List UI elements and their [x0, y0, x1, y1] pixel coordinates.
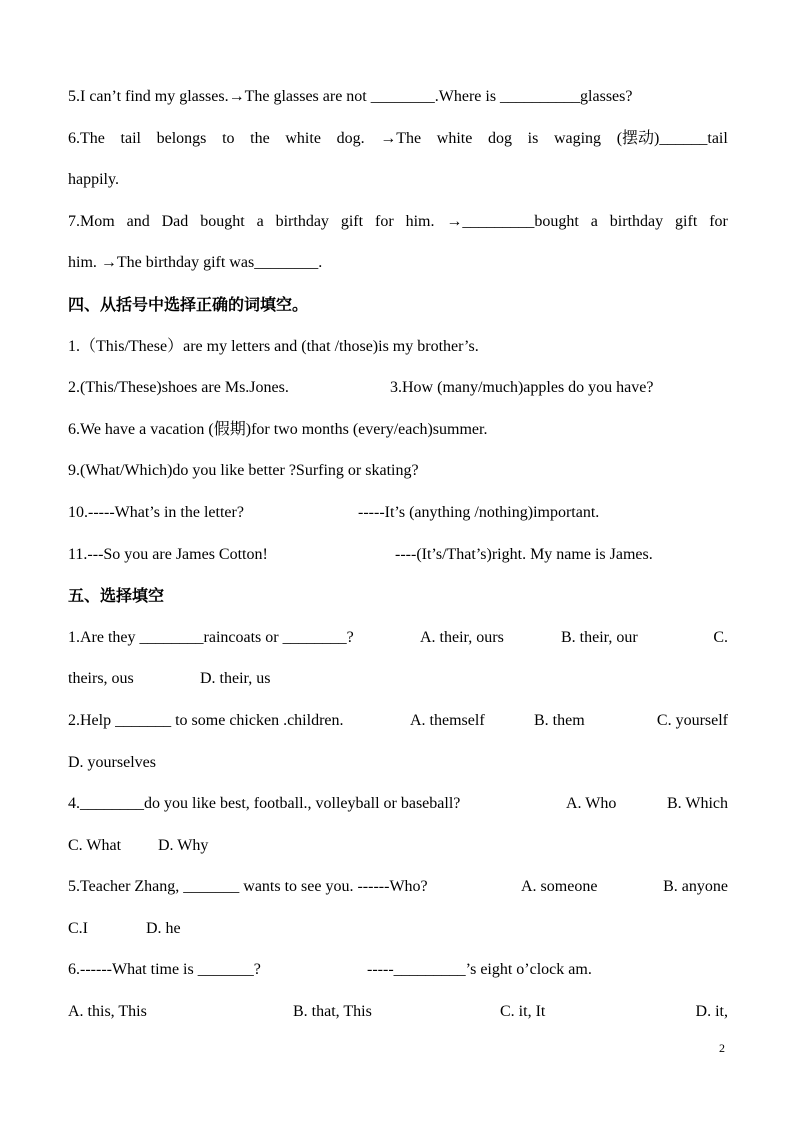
q5-line-1b — [68, 658, 728, 700]
q5-line-5a — [68, 866, 728, 908]
word: a — [256, 212, 264, 230]
q4-item-2: 2.(This/These)shoes are Ms.Jones. — [68, 379, 289, 397]
word: for — [709, 212, 728, 230]
q3-line-6b: happily. — [68, 171, 119, 189]
word: (摆动)______tail — [616, 129, 728, 147]
q5-line-5b — [68, 908, 728, 950]
option-b: B. their, our — [561, 628, 638, 646]
q5-item-6-answer: -----_________’s eight o’clock am. — [367, 961, 592, 979]
option-c: C. it, It — [500, 1003, 546, 1021]
q5-item-5-stem: 5.Teacher Zhang, _______ wants to see you. ------Who? — [68, 878, 428, 896]
word: for — [375, 212, 394, 230]
option-c: C. What — [68, 836, 122, 854]
option-d: D. it, — [695, 1003, 728, 1021]
option-c: C.I — [68, 919, 88, 937]
option-a: A. themself — [410, 711, 485, 729]
word: waging — [553, 129, 602, 147]
word: him. — [405, 212, 435, 230]
word: white — [436, 129, 473, 147]
word: gift — [675, 212, 698, 230]
document-body — [68, 76, 728, 1033]
word: bought — [200, 212, 245, 230]
word: birthday — [609, 212, 664, 230]
option-b: B. Which — [666, 795, 728, 813]
section-4-title: 四、从括号中选择正确的词填空。 — [68, 294, 309, 314]
page-number: 2 — [719, 1041, 725, 1055]
word: Dad — [161, 212, 189, 230]
word: gift — [340, 212, 364, 230]
q4-line-2-3 — [68, 367, 728, 409]
option-c: C. yourself — [656, 711, 728, 729]
word: belongs — [156, 129, 207, 147]
q5-item-1-stem: 1.Are they ________raincoats or ________? — [68, 628, 354, 646]
q5-item-6-question: 6.------What time is _______? — [68, 961, 261, 979]
q4-item-11-question: 11.---So you are James Cotton! — [68, 545, 268, 563]
q5-line-4a — [68, 783, 728, 825]
q5-line-6a — [68, 949, 728, 991]
word: is — [527, 129, 539, 147]
q5-line-6b — [68, 991, 728, 1033]
option-b: B. them — [534, 711, 585, 729]
q4-item-3: 3.How (many/much)apples do you have? — [390, 379, 654, 397]
word: a — [590, 212, 598, 230]
word: tail — [120, 129, 141, 147]
word: and — [126, 212, 150, 230]
option-a: A. this, This — [68, 1003, 147, 1021]
q3-line-5: 5.I can’t find my glasses.→The glasses are not ________.Where is __________glasses? — [68, 88, 633, 105]
q4-line-1: 1.（This/These）are my letters and (that /those)is my brother’s. — [68, 337, 479, 355]
q4-line-9: 9.(What/Which)do you like better ?Surfing or skating? — [68, 462, 419, 480]
q4-line-11 — [68, 534, 728, 576]
option-c: C. — [713, 628, 728, 646]
q4-item-10-question: 10.-----What’s in the letter? — [68, 503, 244, 521]
word: white — [285, 129, 321, 147]
q5-line-2a — [68, 700, 728, 742]
word: the — [250, 129, 270, 147]
q3-line-7b: him. →The birthday gift was________. — [68, 254, 323, 272]
word: to — [222, 129, 235, 147]
q5-line-1a — [68, 617, 728, 659]
q4-line-6: 6.We have a vacation (假期)for two months (every/each)summer. — [68, 420, 488, 438]
word: →_________bought — [446, 212, 579, 230]
word: dog — [487, 129, 512, 147]
option-b: B. that, This — [293, 1003, 372, 1021]
option-d: D. their, us — [200, 670, 271, 688]
q4-line-10 — [68, 492, 728, 534]
q3-line-7a — [68, 201, 728, 243]
option-c-text: theirs, ous — [68, 670, 134, 688]
q5-item-2-stem: 2.Help _______ to some chicken .children. — [68, 711, 344, 729]
q4-item-10-answer: -----It’s (anything /nothing)important. — [358, 503, 600, 521]
option-d: D. he — [146, 919, 181, 937]
section-5-title: 五、选择填空 — [68, 586, 165, 606]
q5-line-4b — [68, 825, 728, 867]
option-a: A. their, ours — [420, 628, 504, 646]
q4-item-11-answer: ----(It’s/That’s)right. My name is James. — [395, 545, 653, 563]
word: dog. — [336, 129, 365, 147]
option-a: A. someone — [521, 878, 598, 896]
q5-line-2b: D. yourselves — [68, 753, 156, 771]
word: 6.The — [68, 129, 105, 147]
option-d: D. Why — [158, 836, 209, 854]
option-a: A. Who — [566, 795, 617, 813]
word: birthday — [275, 212, 329, 230]
option-b: B. anyone — [663, 878, 728, 896]
q5-item-4-stem: 4.________do you like best, football., volleyball or baseball? — [68, 795, 461, 813]
word: →The — [380, 129, 422, 147]
word: 7.Mom — [68, 212, 115, 230]
q3-line-6a — [68, 118, 728, 160]
